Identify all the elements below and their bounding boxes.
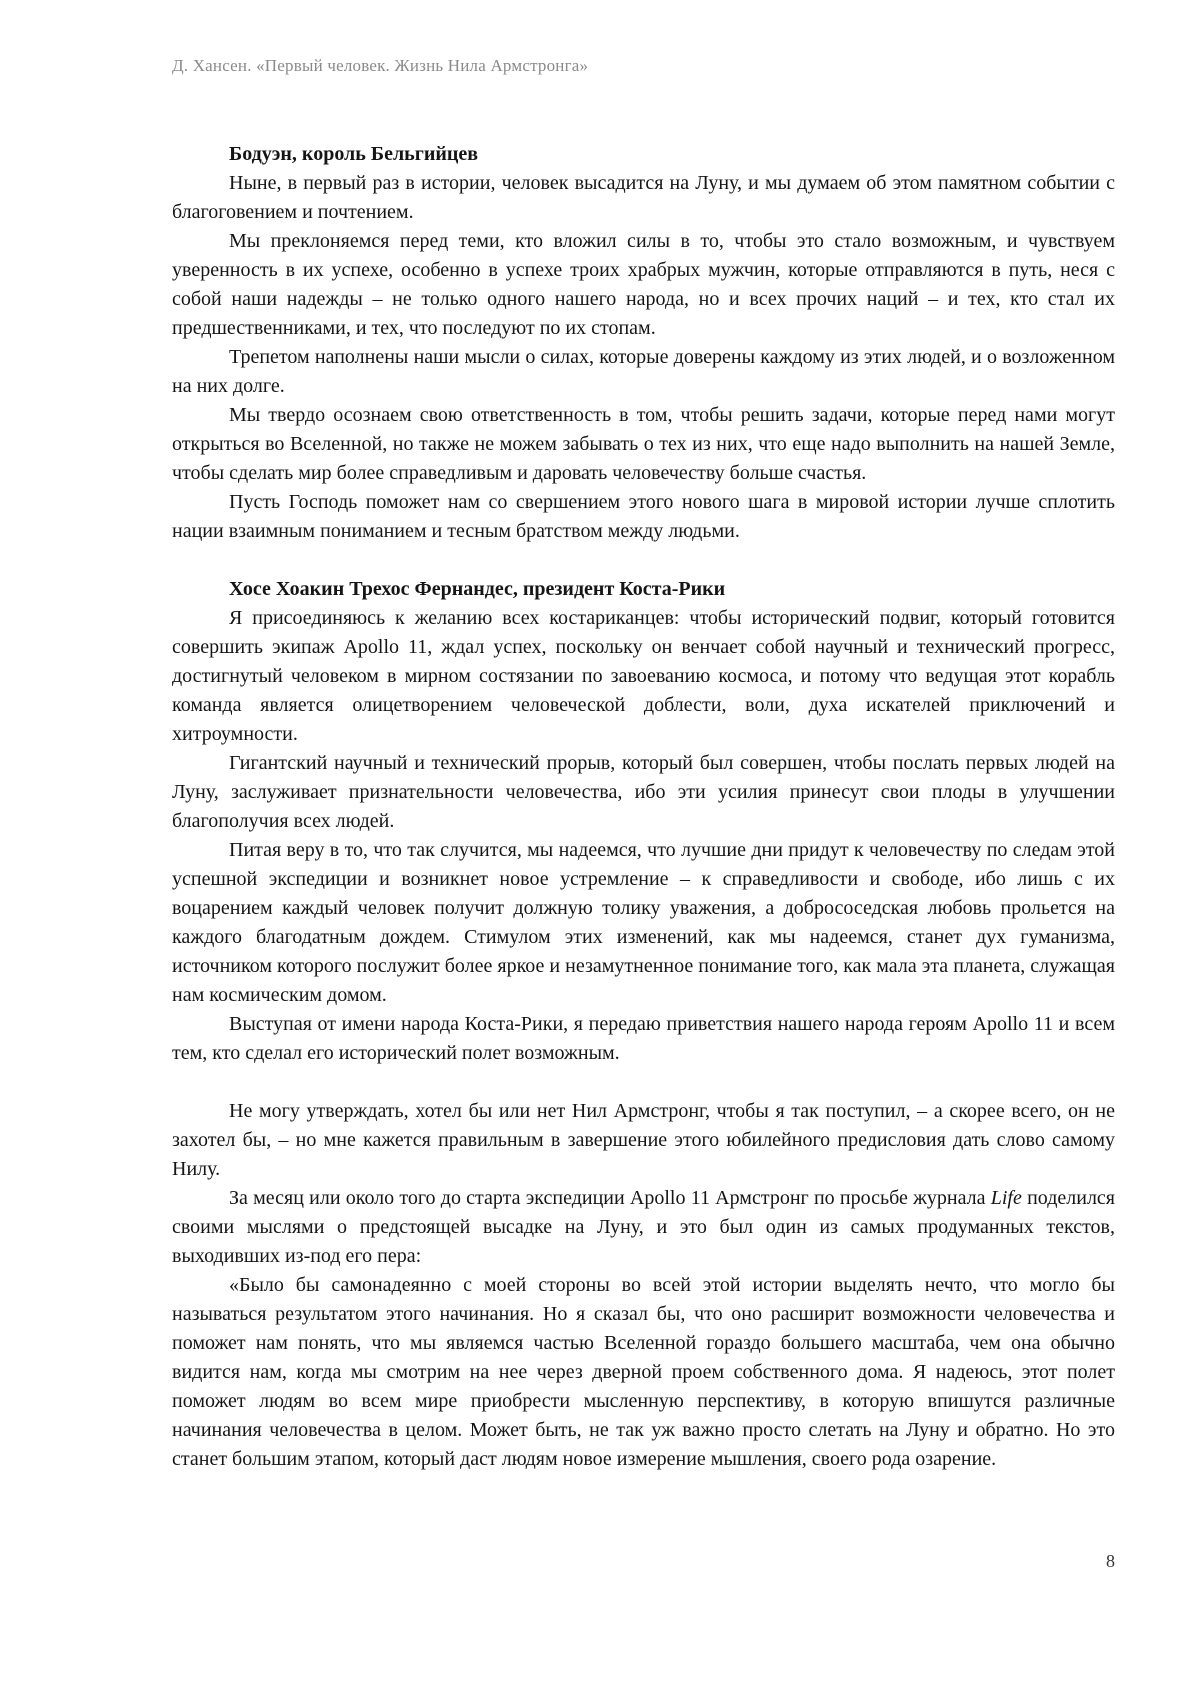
section-heading: Бодуэн, король Бельгийцев	[229, 143, 479, 165]
paragraph: Пусть Господь поможет нам со свершением этого нового шага в мировой истории лучше сплотить нации взаимным пониманием и тесным братством между людьми.	[172, 491, 1115, 542]
paragraph: Мы преклоняемся перед теми, кто вложил силы в то, чтобы это стало возможным, и чувствуем уверенность в их успехе, особенно в успехе троих храбрых мужчин, которые отправляются в путь, неся с собой наши надежды – не только одного нашего народа, но и всех прочих наций – и тех, кто стал их предшественниками, и тех, что последуют по их стопам.	[172, 230, 1115, 339]
text-run: поделился своими мыслями о предстоящей высадке на Луну, и это был один из самых продуманных текстов, выходивших из-под его пера:	[172, 1187, 1115, 1267]
paragraph: Ныне, в первый раз в истории, человек высадится на Луну, и мы думаем об этом памятном событии с благоговением и почтением.	[172, 172, 1115, 223]
paragraph-life	[172, 1184, 1115, 1271]
paragraph: Трепетом наполнены наши мысли о силах, которые доверены каждому из этих людей, и о возложенном на них долге.	[172, 346, 1115, 397]
paragraph: Гигантский научный и технический прорыв, который был совершен, чтобы послать первых людей на Луну, заслуживает признательности человечества, ибо эти усилия принесут свои плоды в улучшении благополучия всех людей.	[172, 752, 1115, 832]
paragraph: Я присоединяюсь к желанию всех костариканцев: чтобы исторический подвиг, который готовится совершить экипаж Apollo 11, ждал успех, поскольку он венчает собой научный и технический прогресс, достигнутый человеком в мирном состязании по завоеванию космоса, и потому что ведущая этот корабль команда является олицетворением человеческой доблести, воли, духа искателей приключений и хитроумности.	[172, 607, 1115, 745]
text-run: За месяц или около того до старта экспедиции Apollo 11 Армстронг по просьбе журнала	[229, 1187, 991, 1209]
magazine-title: Life	[990, 1187, 1022, 1209]
section-spacer	[172, 1068, 1115, 1097]
section-spacer	[172, 546, 1115, 575]
section-baudouin	[172, 140, 1115, 546]
paragraph: Питая веру в то, что так случится, мы надеемся, что лучшие дни придут к человечеству по следам этой успешной экспедиции и возникнет новое устремление – к справедливости и свободе, ибо лишь с их воцарением каждый человек получит должную толику уважения, а добрососедская любовь прольется на каждого благодатным дождем. Стимулом этих изменений, как мы надеемся, станет дух гуманизма, источником которого послужит более яркое и незамутненное понимание того, как мала эта планета, служащая нам космическим домом.	[172, 839, 1115, 1006]
section-heading: Хосе Хоакин Трехос Фернандес, президент Коста-Рики	[229, 578, 726, 600]
page-content	[172, 140, 1115, 1474]
section-armstrong	[172, 1097, 1115, 1474]
page-number: 8	[1106, 1551, 1115, 1571]
paragraph: Не могу утверждать, хотел бы или нет Нил Армстронг, чтобы я так поступил, – а скорее всего, он не захотел бы, – но мне кажется правильным в завершение этого юбилейного предисловия дать слово самому Нилу.	[172, 1100, 1115, 1180]
section-trejos	[172, 575, 1115, 1068]
quote-paragraph: «Было бы самонадеянно с моей стороны во всей этой истории выделять нечто, что могло бы называться результатом этого начинания. Но я сказал бы, что оно расширит возможности человечества и поможет нам понять, что мы являемся частью Вселенной гораздо большего масштаба, чем она обычно видится нам, когда мы смотрим на нее через дверной проем собственного дома. Я надеюсь, этот полет поможет людям во всем мире приобрести мысленную перспективу, в которую впишутся различные начинания человечества в целом. Может быть, не так уж важно просто слетать на Луну и обратно. Но это станет большим этапом, который даст людям новое измерение мышления, своего рода озарение.	[172, 1274, 1115, 1470]
running-header: Д. Хансен. «Первый человек. Жизнь Нила Армстронга»	[172, 56, 589, 75]
paragraph: Выступая от имени народа Коста-Рики, я передаю приветствия нашего народа героям Apollo 11 и всем тем, кто сделал его исторический полет возможным.	[172, 1013, 1115, 1064]
paragraph: Мы твердо осознаем свою ответственность в том, чтобы решить задачи, которые перед нами могут открыться во Вселенной, но также не можем забывать о тех из них, что еще надо выполнить на нашей Земле, чтобы сделать мир более справедливым и даровать человечеству больше счастья.	[172, 404, 1115, 484]
